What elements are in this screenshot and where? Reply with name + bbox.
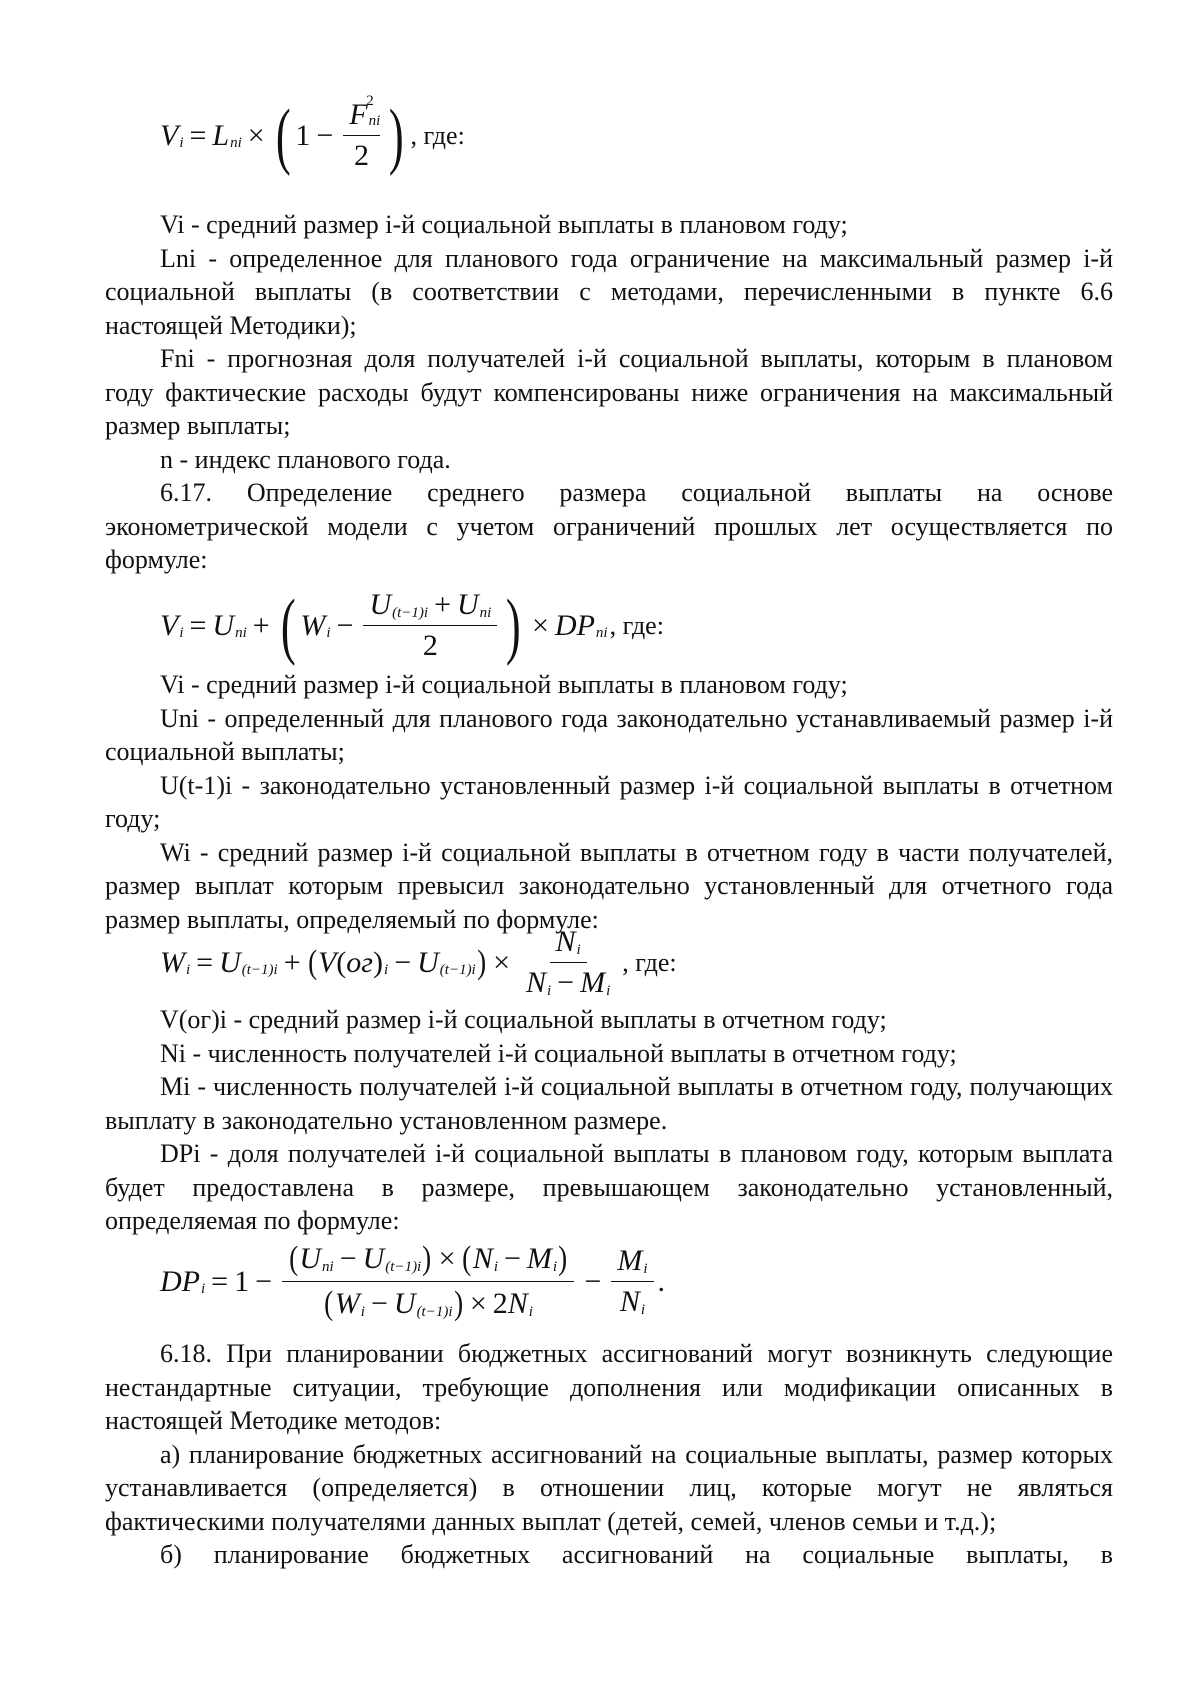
paragraph: V(ог)i - средний размер i-й социальной выплаты в отчетном году; (160, 1005, 887, 1034)
paragraph: Vi - средний размер i-й социальной выплаты в плановом году; (160, 210, 848, 239)
section-wi-definitions (105, 1003, 1113, 1238)
paragraph: Wi - средний размер i-й социальной выплаты в отчетном году в части получателей, размер выплат которым превысил законодательно установленный для отчетного года размер выплаты, определяемый по формуле: (105, 837, 1113, 934)
paragraph: а) планирование бюджетных ассигнований на социальные выплаты, размер которых устанавливается (определяется) в отношении лиц, которые могут не являться фактическими получателями данных выплат (детей, семей, членов семьи и т.д.); (105, 1439, 1113, 1536)
paragraph: Lni - определенное для планового года ограничение на максимальный размер i-й социальной выплаты (в соответствии с методами, перечисленными в пункте 6.6 настоящей Методики); (105, 243, 1113, 340)
paragraph: 6.17. Определение среднего размера социальной выплаты на основе эконометрической модели с учетом ограничений прошлых лет осуществляется по формуле: (105, 478, 1113, 574)
paragraph: б) планирование бюджетных ассигнований на социальные выплаты, в (160, 1540, 1113, 1569)
paragraph: U(t-1)i - законодательно установленный размер i-й социальной выплаты в отчетном году; (105, 770, 1113, 833)
section-econometric-definitions (105, 668, 1113, 936)
paragraph: Fni - прогнозная доля получателей i-й социальной выплаты, которым в плановом году фактические расходы будут компенсированы ниже ограничения на максимальный размер выплаты; (105, 344, 1113, 440)
section-limit-definitions (105, 208, 1113, 577)
paragraph: n - индекс планового года. (160, 444, 451, 474)
formula-wi: W i = U (t−1)i + ( V ( ог ) i − U (t−1)i ) × N i N i − M i , где: (160, 925, 677, 999)
paragraph: 6.18. При планировании бюджетных ассигнований могут возникнуть следующие нестандартные ситуации, требующие дополнения или модификации описанных в настоящей Методике методов: (105, 1339, 1113, 1435)
formula-where-label: , где: (609, 610, 664, 640)
formula-vi-econometric: V i = U ni + ( W i − U (t−1)i + U ni 2 ) × DP ni , где: (160, 584, 664, 667)
formula-dpi: DP i = 1 − ( U ni − U (t−1)i ) × ( N i − M i ) ( W i − U (t−1)i ) × 2 N i − M i N i . (160, 1240, 666, 1322)
paragraph: Vi - средний размер i-й социальной выплаты в плановом году; (160, 670, 848, 699)
paragraph: Ni - численность получателей i-й социальной выплаты в отчетном году; (160, 1038, 957, 1068)
paragraph: Mi - численность получателей i-й социальной выплаты в отчетном году, получающих выплату в законодательно установленном размере. (105, 1072, 1113, 1135)
formula-where-label: , где: (410, 120, 465, 150)
paragraph: DPi - доля получателей i-й социальной выплаты в плановом году, которым выплата будет предоставлена в размере, превышающем законодательно установленный, определяемая по формуле: (105, 1139, 1113, 1235)
formula-where-label: , где: (622, 947, 677, 977)
section-nonstandard-situations (105, 1337, 1113, 1572)
paragraph: Uni - определенный для планового года законодательно устанавливаемый размер i-й социальной выплаты; (105, 703, 1113, 766)
formula-vi-limit: V i = L ni × ( 1 − F ni 2 2 ) , где: (160, 92, 465, 177)
